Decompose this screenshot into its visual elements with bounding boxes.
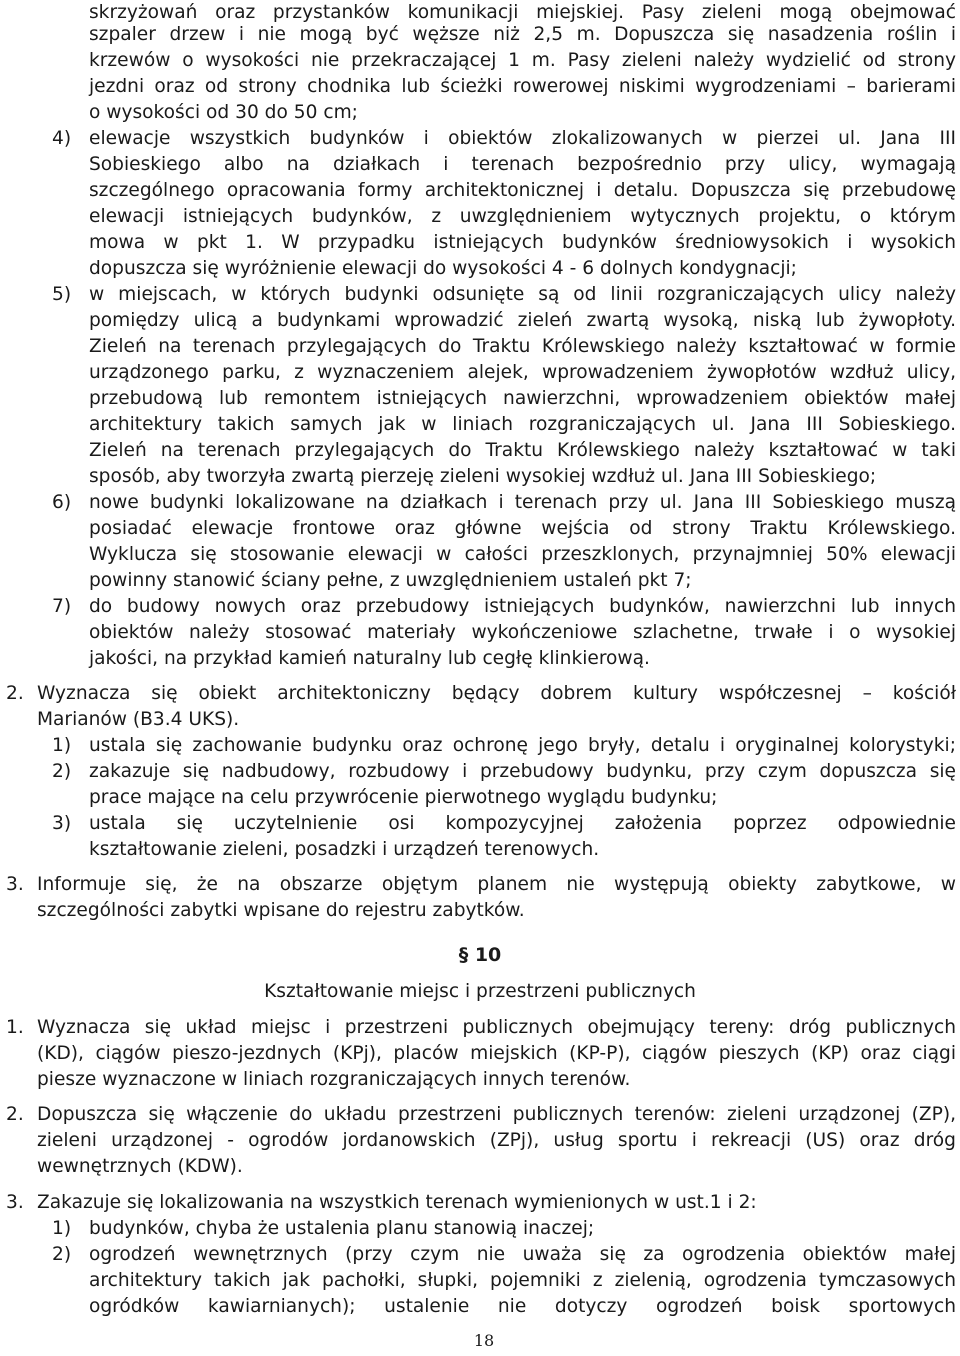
text-line: jezdni oraz od strony chodnika lub ścieżki rowerowej niskimi wygrodzeniami – barierami <box>89 76 956 97</box>
text-line: szczególnego opracowania formy architektonicznej i detalu. Dopuszcza się przebudowę <box>89 180 956 201</box>
text-line: ustala się uczytelnienie osi kompozycyjnej założenia poprzez odpowiednie <box>89 813 956 834</box>
text-line: Informuje się, że na obszarze objętym planem nie występują obiekty zabytkowe, w <box>37 874 956 895</box>
text-line: Wyklucza się stosowanie elewacji w całości przeszklonych, przynajmniej 50% elewacji <box>89 544 956 565</box>
text-line: posiadać elewacje frontowe oraz główne wejścia od strony Traktu Królewskiego. <box>89 518 956 539</box>
text-line: zakazuje się nadbudowy, rozbudowy i przebudowy budynku, przy czym dopuszcza się <box>89 761 956 782</box>
text-line: Wyznacza się układ miejsc i przestrzeni publicznych obejmujący tereny: dróg publicznych <box>37 1017 956 1038</box>
text-line: krzewów o wysokości nie przekraczającej 1 m. Pasy zieleni należy wydzielić od strony <box>89 50 956 71</box>
text-line: budynków, chyba że ustalenia planu stanowią inaczej; <box>89 1218 595 1239</box>
text-line: Wyznacza się obiekt architektoniczny będący dobrem kultury współczesnej – kościół <box>37 683 956 704</box>
item-number: 6) <box>52 492 72 513</box>
text-line: architektury takich samych jak w liniach rozgraniczających ul. Jana III Sobieskiego. <box>89 414 956 435</box>
text-line: mowa w pkt 1. W przypadku istniejących budynków średniowysokich i wysokich <box>89 232 956 253</box>
text-line: o wysokości od 30 do 50 cm; <box>89 102 358 123</box>
text-line: jakości, na przykład kamień naturalny lub cegłę klinkierową. <box>89 648 650 669</box>
text-line: szpaler drzew i nie mogą być węższe niż 2,5 m. Dopuszcza się nasadzenia roślin i <box>89 24 956 45</box>
text-line: do budowy nowych oraz przebudowy istniejących budynków, nawierzchni lub innych <box>89 596 956 617</box>
item-number: 1) <box>52 735 72 756</box>
text-line: skrzyżowań oraz przystanków komunikacji miejskiej. Pasy zieleni mogą obejmować <box>89 2 956 23</box>
text-line: Marianów (B3.4 UKS). <box>37 709 240 730</box>
text-line: nowe budynki lokalizowane na działkach i terenach przy ul. Jana III Sobieskiego muszą <box>89 492 956 513</box>
text-line: pomiędzy ulicą a budynkami wprowadzić zieleń zwartą wysoką, niską lub żywopłoty. <box>89 310 956 331</box>
text-line: ogródków kawiarnianych); ustalenie nie dotyczy ogrodzeń boisk sportowych <box>89 1296 956 1317</box>
text-line: (KD), ciągów pieszo-jezdnych (KPj), placów miejskich (KP-P), ciągów pieszych (KP) oraz ciągi <box>37 1043 956 1064</box>
item-number: 2) <box>52 761 72 782</box>
text-line: szczególności zabytki wpisane do rejestru zabytków. <box>37 900 525 921</box>
section-title: Kształtowanie miejsc i przestrzeni publicznych <box>264 981 696 1002</box>
text-line: architektury takich jak pachołki, słupki, pojemniki z zielenią, ogrodzenia tymczasowych <box>89 1270 956 1291</box>
text-line: elewacji istniejących budynków, z uwzględnieniem wytycznych projektu, o którym <box>89 206 956 227</box>
text-line: dopuszcza się wyróżnienie elewacji do wysokości 4 - 6 dolnych kondygnacji; <box>89 258 797 279</box>
text-line: wewnętrznych (KDW). <box>37 1156 243 1177</box>
item-number: 1) <box>52 1218 72 1239</box>
item-number: 3) <box>52 813 72 834</box>
paragraph-number: 3. <box>6 874 24 895</box>
item-number: 5) <box>52 284 72 305</box>
text-line: sposób, aby tworzyła zwartą pierzeję zieleni wysokiej wzdłuż ul. Jana III Sobieskiego; <box>89 466 877 487</box>
text-line: Zieleń na terenach przylegających do Traktu Królewskiego należy kształtować w taki <box>89 440 956 461</box>
paragraph-number: 2. <box>6 683 24 704</box>
text-line: Zieleń na terenach przylegających do Traktu Królewskiego należy kształtować w formie <box>89 336 956 357</box>
text-line: przebudową lub remontem istniejących nawierzchni, wprowadzeniem obiektów małej <box>89 388 956 409</box>
text-line: piesze wyznaczone w liniach rozgraniczających innych terenów. <box>37 1069 631 1090</box>
text-line: kształtowanie zieleni, posadzki i urządzeń terenowych. <box>89 839 600 860</box>
item-number: 7) <box>52 596 72 617</box>
text-line: powinny stanowić ściany pełne, z uwzględnieniem ustaleń pkt 7; <box>89 570 692 591</box>
page-number: 18 <box>473 1331 495 1350</box>
text-line: ustala się zachowanie budynku oraz ochronę jego bryły, detalu i oryginalnej kolorystyki; <box>89 735 956 756</box>
text-line: obiektów należy stosować materiały wykończeniowe szlachetne, trwałe i o wysokiej <box>89 622 956 643</box>
text-line: Dopuszcza się włączenie do układu przestrzeni publicznych terenów: zieleni urządzonej (ZP), <box>37 1104 956 1125</box>
text-line: w miejscach, w których budynki odsunięte są od linii rozgraniczających ulicy należy <box>89 284 956 305</box>
text-line: elewacje wszystkich budynków i obiektów zlokalizowanych w pierzei ul. Jana III <box>89 128 956 149</box>
text-line: ogrodzeń wewnętrznych (przy czym nie uważa się za ogrodzenia obiektów małej <box>89 1244 956 1265</box>
text-line: Zakazuje się lokalizowania na wszystkich terenach wymienionych w ust.1 i 2: <box>37 1192 757 1213</box>
text-line: Sobieskiego albo na działkach i terenach bezpośrednio przy ulicy, wymagają <box>89 154 956 175</box>
item-number: 4) <box>52 128 72 149</box>
paragraph-number: 1. <box>6 1017 24 1038</box>
text-line: prace mające na celu przywrócenie pierwotnego wyglądu budynku; <box>89 787 718 808</box>
item-number: 2) <box>52 1244 72 1265</box>
text-line: zieleni urządzonej - ogrodów jordanowskich (ZPj), usług sportu i rekreacji (US) oraz dróg <box>37 1130 956 1151</box>
paragraph-number: 3. <box>6 1192 24 1213</box>
text-line: urządzonego parku, z wyznaczeniem alejek, wprowadzeniem żywopłotów wzdłuż ulicy, <box>89 362 956 383</box>
paragraph-number: 2. <box>6 1104 24 1125</box>
section-symbol: § 10 <box>458 944 502 966</box>
